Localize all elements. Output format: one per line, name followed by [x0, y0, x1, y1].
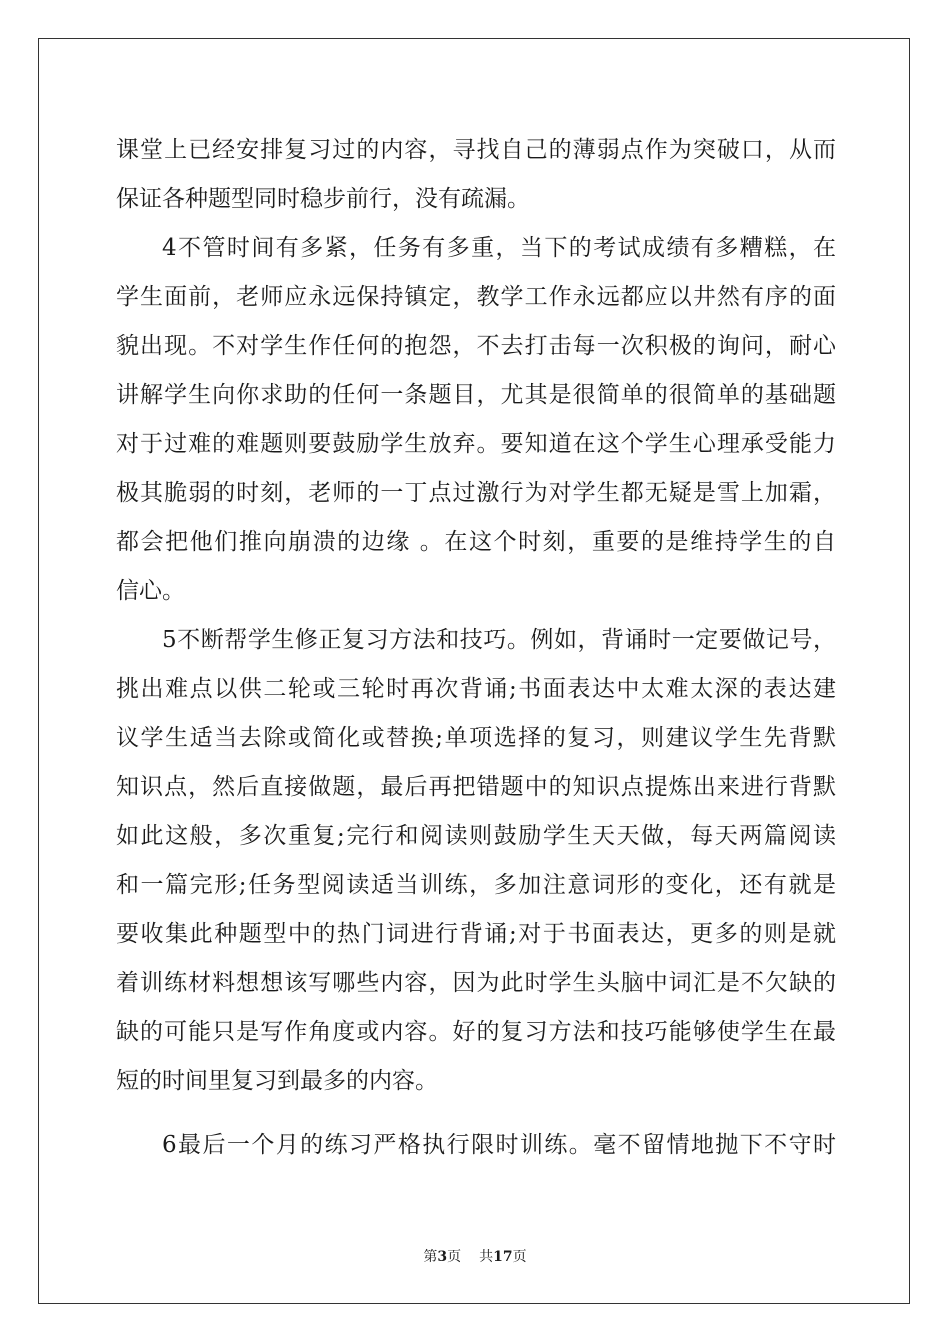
text-line: 极其脆弱的时刻，老师的一丁点过激行为对学生都无疑是雪上加霜， — [116, 480, 836, 506]
page-suffix: 页 — [447, 1249, 462, 1265]
text-line: 议学生适当去除或简化或替换;单项选择的复习，则建议学生先背默 — [116, 725, 836, 751]
total-suffix: 页 — [512, 1249, 527, 1265]
text-line: 挑出难点以供二轮或三轮时再次背诵;书面表达中太难太深的表达建 — [116, 676, 836, 702]
text-line: 讲解学生向你求助的任何一条题目，尤其是很简单的很简单的基础题 — [116, 382, 836, 408]
text-line: 要收集此种题型中的热门词进行背诵;对于书面表达，更多的则是就 — [116, 921, 836, 947]
text-line: 知识点，然后直接做题，最后再把错题中的知识点提炼出来进行背默 — [116, 774, 836, 800]
paragraph-start-line: 4不管时间有多紧，任务有多重，当下的考试成绩有多糟糕，在 — [162, 235, 836, 261]
total-pages: 17 — [493, 1249, 513, 1265]
paragraph-start-line: 6最后一个月的练习严格执行限时训练。毫不留情地抛下不守时 — [162, 1132, 836, 1158]
text-line: 和一篇完形;任务型阅读适当训练，多加注意词形的变化，还有就是 — [116, 872, 836, 898]
paragraph-start-line: 5不断帮学生修正复习方法和技巧。例如，背诵时一定要做记号， — [162, 627, 836, 653]
page-border — [38, 38, 910, 1304]
text-line: 信心。 — [116, 578, 185, 604]
page-number: 3 — [437, 1249, 448, 1265]
page-prefix: 第 — [423, 1249, 438, 1265]
text-line: 缺的可能只是写作角度或内容。好的复习方法和技巧能够使学生在最 — [116, 1019, 836, 1045]
text-line: 课堂上已经安排复习过的内容，寻找自己的薄弱点作为突破口，从而 — [116, 137, 836, 163]
text-line: 对于过难的难题则要鼓励学生放弃。要知道在这个学生心理承受能力 — [116, 431, 836, 457]
total-prefix: 共 — [479, 1249, 494, 1265]
text-line: 短的时间里复习到最多的内容。 — [116, 1068, 438, 1094]
text-line: 保证各种题型同时稳步前行，没有疏漏。 — [116, 186, 530, 212]
text-line: 都会把他们推向崩溃的边缘 。在这个时刻，重要的是维持学生的自 — [116, 529, 836, 555]
text-line: 学生面前，老师应永远保持镇定，教学工作永远都应以井然有序的面 — [116, 284, 836, 310]
text-line: 如此这般，多次重复;完行和阅读则鼓励学生天天做，每天两篇阅读 — [116, 823, 836, 849]
page-footer — [0, 1248, 950, 1266]
text-line: 貌出现。不对学生作任何的抱怨，不去打击每一次积极的询问，耐心 — [116, 333, 836, 359]
text-line: 着训练材料想想该写哪些内容，因为此时学生头脑中词汇是不欠缺的 — [116, 970, 836, 996]
